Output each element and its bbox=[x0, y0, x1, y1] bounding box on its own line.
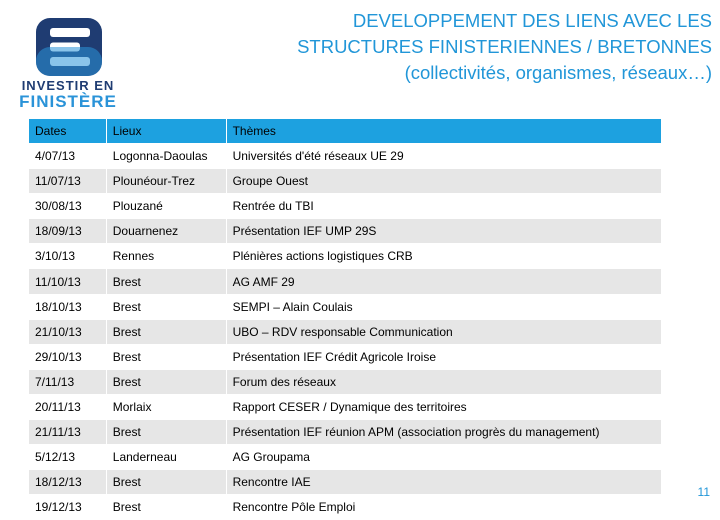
header-lieux: Lieux bbox=[106, 119, 226, 144]
logo-text-line2: FINISTÈRE bbox=[19, 92, 117, 111]
cell-theme: AG AMF 29 bbox=[226, 269, 661, 294]
cell-date: 18/10/13 bbox=[29, 294, 107, 319]
cell-lieu: Rennes bbox=[106, 244, 226, 269]
table-body bbox=[29, 144, 662, 520]
cell-lieu: Logonna-Daoulas bbox=[106, 144, 226, 169]
cell-theme: Présentation IEF réunion APM (association progrès du management) bbox=[226, 420, 661, 445]
cell-lieu: Brest bbox=[106, 319, 226, 344]
title-line-3: (collectivités, organismes, réseaux…) bbox=[404, 62, 712, 83]
table-row bbox=[29, 420, 662, 445]
header-themes: Thèmes bbox=[226, 119, 661, 144]
table-row bbox=[29, 470, 662, 495]
cell-date: 4/07/13 bbox=[29, 144, 107, 169]
cell-lieu: Brest bbox=[106, 344, 226, 369]
cell-lieu: Landerneau bbox=[106, 445, 226, 470]
table-header-row bbox=[29, 119, 662, 144]
logo bbox=[8, 18, 128, 110]
cell-date: 30/08/13 bbox=[29, 194, 107, 219]
cell-theme: AG Groupama bbox=[226, 445, 661, 470]
cell-date: 3/10/13 bbox=[29, 244, 107, 269]
cell-theme: SEMPI – Alain Coulais bbox=[226, 294, 661, 319]
cell-theme: Forum des réseaux bbox=[226, 369, 661, 394]
header-dates: Dates bbox=[29, 119, 107, 144]
cell-date: 7/11/13 bbox=[29, 369, 107, 394]
cell-theme: Rentrée du TBI bbox=[226, 194, 661, 219]
table-row bbox=[29, 369, 662, 394]
title-line-1: DEVELOPPEMENT DES LIENS AVEC LES bbox=[352, 10, 712, 31]
table-row bbox=[29, 244, 662, 269]
cell-theme: Rapport CESER / Dynamique des territoires bbox=[226, 394, 661, 419]
table-row bbox=[29, 495, 662, 520]
cell-date: 21/10/13 bbox=[29, 319, 107, 344]
cell-lieu: Brest bbox=[106, 294, 226, 319]
title-line-2: STRUCTURES FINISTERIENNES / BRETONNES bbox=[297, 36, 712, 57]
cell-date: 18/09/13 bbox=[29, 219, 107, 244]
table-row bbox=[29, 269, 662, 294]
cell-date: 19/12/13 bbox=[29, 495, 107, 520]
cell-lieu: Brest bbox=[106, 269, 226, 294]
cell-lieu: Morlaix bbox=[106, 394, 226, 419]
cell-date: 5/12/13 bbox=[29, 445, 107, 470]
cell-date: 20/11/13 bbox=[29, 394, 107, 419]
cell-lieu: Douarnenez bbox=[106, 219, 226, 244]
cell-theme: Présentation IEF UMP 29S bbox=[226, 219, 661, 244]
cell-lieu: Plounéour-Trez bbox=[106, 169, 226, 194]
page-title bbox=[232, 8, 712, 86]
cell-date: 21/11/13 bbox=[29, 420, 107, 445]
logo-text-line1: INVESTIR EN bbox=[21, 78, 115, 93]
events-table bbox=[28, 118, 662, 520]
page-number: 11 bbox=[697, 485, 710, 499]
table-row bbox=[29, 319, 662, 344]
logo-e-icon bbox=[36, 18, 102, 76]
cell-date: 11/10/13 bbox=[29, 269, 107, 294]
cell-date: 18/12/13 bbox=[29, 470, 107, 495]
table-row bbox=[29, 169, 662, 194]
table-row bbox=[29, 219, 662, 244]
cell-theme: UBO – RDV responsable Communication bbox=[226, 319, 661, 344]
cell-theme: Présentation IEF Crédit Agricole Iroise bbox=[226, 344, 661, 369]
table-row bbox=[29, 445, 662, 470]
cell-theme: Groupe Ouest bbox=[226, 169, 661, 194]
cell-lieu: Brest bbox=[106, 420, 226, 445]
cell-theme: Rencontre IAE bbox=[226, 470, 661, 495]
cell-theme: Plénières actions logistiques CRB bbox=[226, 244, 661, 269]
cell-date: 11/07/13 bbox=[29, 169, 107, 194]
cell-lieu: Plouzané bbox=[106, 194, 226, 219]
cell-lieu: Brest bbox=[106, 495, 226, 520]
table-row bbox=[29, 344, 662, 369]
cell-theme: Rencontre Pôle Emploi bbox=[226, 495, 661, 520]
table-row bbox=[29, 394, 662, 419]
cell-date: 29/10/13 bbox=[29, 344, 107, 369]
table-row bbox=[29, 294, 662, 319]
cell-theme: Universités d'été réseaux UE 29 bbox=[226, 144, 661, 169]
table-row bbox=[29, 194, 662, 219]
table-row bbox=[29, 144, 662, 169]
cell-lieu: Brest bbox=[106, 369, 226, 394]
cell-lieu: Brest bbox=[106, 470, 226, 495]
